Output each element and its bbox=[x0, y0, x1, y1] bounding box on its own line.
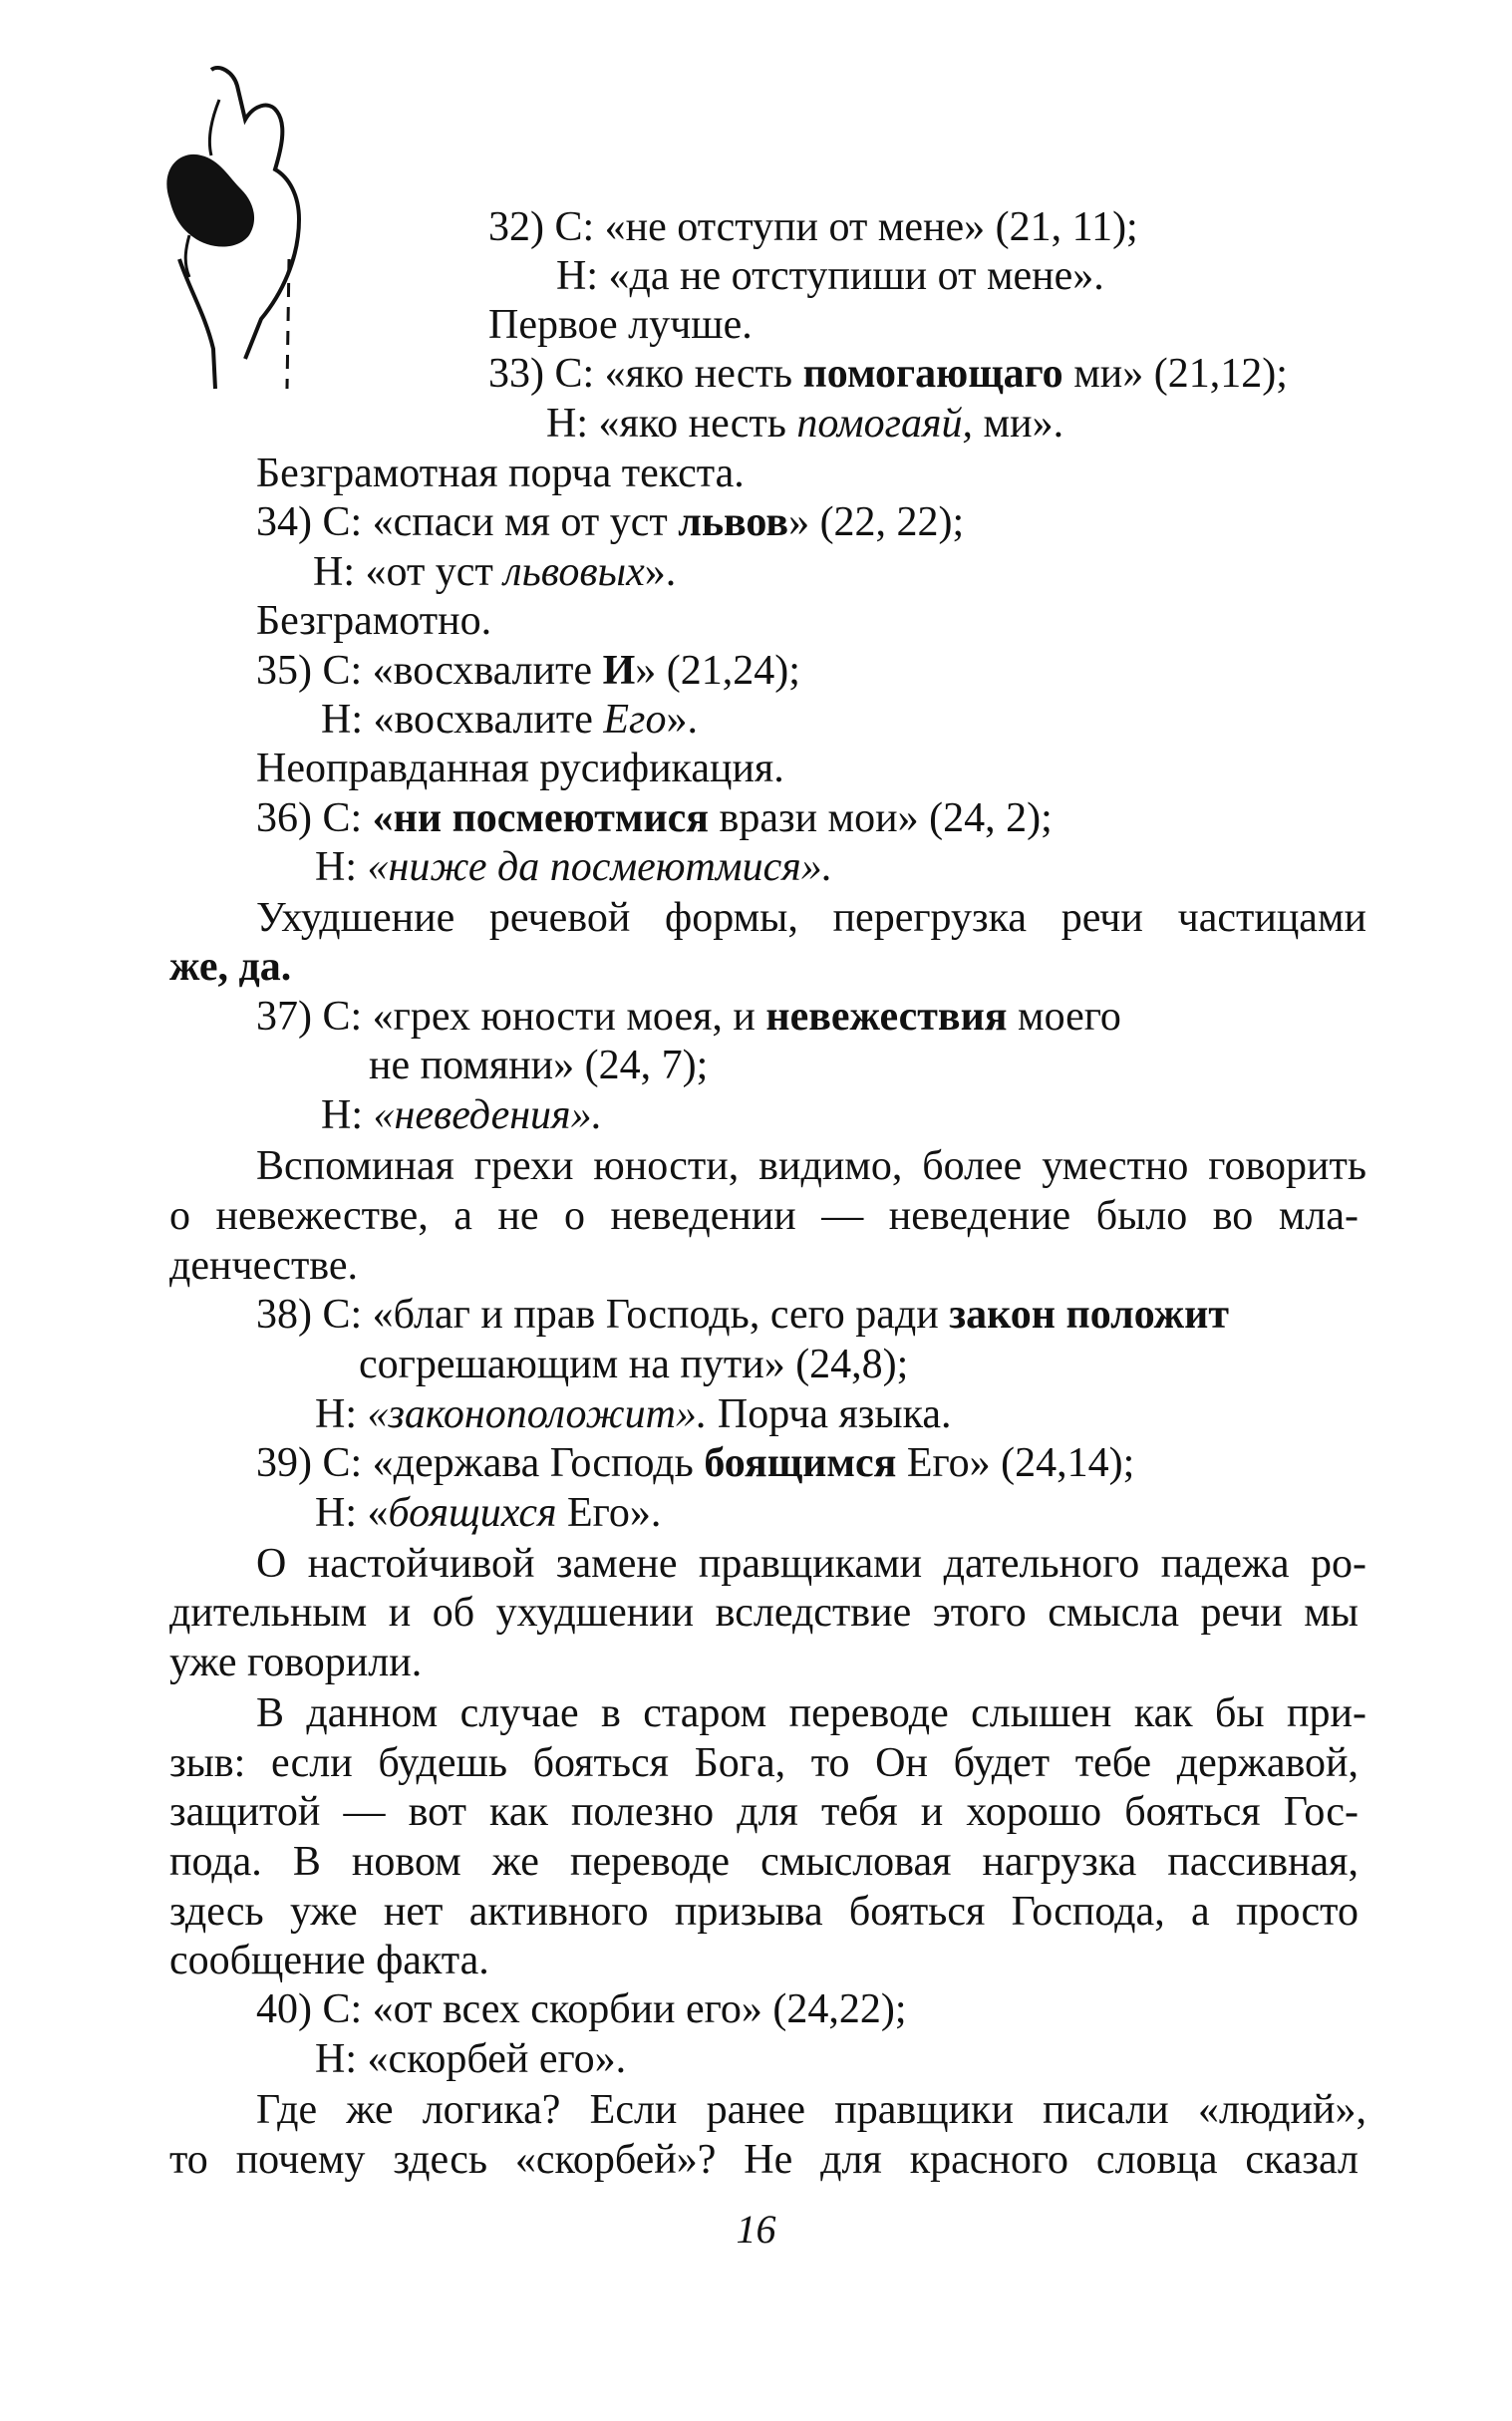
entry-32-comment: Первое лучше. bbox=[488, 302, 753, 348]
entry-40-new: Н: «скорбей его». bbox=[315, 2036, 627, 2082]
entry-38-church-line1: 38) С: «благ и прав Господь, сего ради закон положит bbox=[256, 1292, 1229, 1338]
entry-34-comment: Безграмотно. bbox=[256, 598, 492, 644]
entry-37-para-line1: Вспоминая грехи юности, видимо, более уместно говорить bbox=[256, 1143, 1366, 1189]
entry-39-para1-line2: дительным и об ухудшении вследствие этого смысла речи мы bbox=[169, 1590, 1359, 1636]
entry-33-new: Н: «яко несть помогаяй, ми». bbox=[546, 401, 1064, 447]
entry-37-para-line2: о невежестве, а не о неведении — неведение было во мла- bbox=[169, 1193, 1359, 1239]
page-number: 16 bbox=[736, 2207, 776, 2252]
entry-40-church: 40) С: «от всех скорбии его» (24,22); bbox=[256, 1986, 907, 2032]
entry-34-new: Н: «от уст львовых». bbox=[313, 549, 677, 595]
entry-36-comment-line2: же, да. bbox=[169, 944, 292, 990]
entry-39-church: 39) С: «держава Господь боящимся Его» (24,14); bbox=[256, 1440, 1135, 1486]
entry-35-church: 35) С: «восхвалите И» (21,24); bbox=[256, 648, 800, 694]
entry-40-para-line2: то почему здесь «скорбей»? Не для красного словца сказал bbox=[169, 2137, 1359, 2183]
entry-36-comment-line1: Ухудшение речевой формы, перегрузка речи частицами bbox=[256, 895, 1366, 941]
entry-39-para2-line1: В данном случае в старом переводе слышен как бы при- bbox=[256, 1690, 1366, 1736]
entry-33-church: 33) С: «яко несть помогающаго ми» (21,12); bbox=[488, 351, 1288, 397]
entry-39-new: Н: «боящихся Его». bbox=[315, 1490, 662, 1536]
entry-37-church-line1: 37) С: «грех юности моея, и невежествия моего bbox=[256, 994, 1121, 1040]
entry-39-para2-line2: зыв: если будешь бояться Бога, то Он будет тебе державой, bbox=[169, 1740, 1359, 1786]
hand-gesture-icon bbox=[150, 60, 409, 399]
entry-39-para2-line6: сообщение факта. bbox=[169, 1938, 489, 1983]
entry-39-para1-line3: уже говорили. bbox=[169, 1640, 423, 1685]
entry-32-new: Н: «да не отступиши от мене». bbox=[556, 253, 1104, 299]
entry-39-para2-line3: защитой — вот как полезно для тебя и хорошо бояться Гос- bbox=[169, 1789, 1359, 1835]
entry-38-new: Н: «законоположит». Порча языка. bbox=[315, 1391, 952, 1437]
entry-37-church-line2: не помяни» (24, 7); bbox=[369, 1043, 709, 1088]
entry-37-new: Н: «неведения». bbox=[321, 1092, 603, 1138]
entry-39-para2-line4: пода. В новом же переводе смысловая нагрузка пассивная, bbox=[169, 1839, 1359, 1885]
entry-37-para-line3: денчестве. bbox=[169, 1243, 359, 1289]
entry-36-church: 36) С: «ни посмеютмися врази мои» (24, 2); bbox=[256, 795, 1053, 841]
entry-40-para-line1: Где же логика? Если ранее правщики писали «людий», bbox=[256, 2087, 1366, 2133]
entry-39-para1-line1: О настойчивой замене правщиками дательного падежа ро- bbox=[256, 1541, 1366, 1587]
entry-35-new: Н: «восхвалите Его». bbox=[321, 697, 698, 743]
entry-38-church-line2: согрешающим на пути» (24,8); bbox=[359, 1342, 909, 1387]
entry-32-church: 32) С: «не отступи от мене» (21, 11); bbox=[488, 204, 1138, 250]
entry-34-church: 34) С: «спаси мя от уст львов» (22, 22); bbox=[256, 499, 965, 545]
entry-36-new: Н: «ниже да посмеютмися». bbox=[315, 844, 833, 890]
entry-33-comment: Безграмотная порча текста. bbox=[256, 451, 745, 496]
entry-39-para2-line5: здесь уже нет активного призыва бояться Господа, а просто bbox=[169, 1889, 1359, 1935]
entry-35-comment: Неоправданная русификация. bbox=[256, 746, 784, 791]
